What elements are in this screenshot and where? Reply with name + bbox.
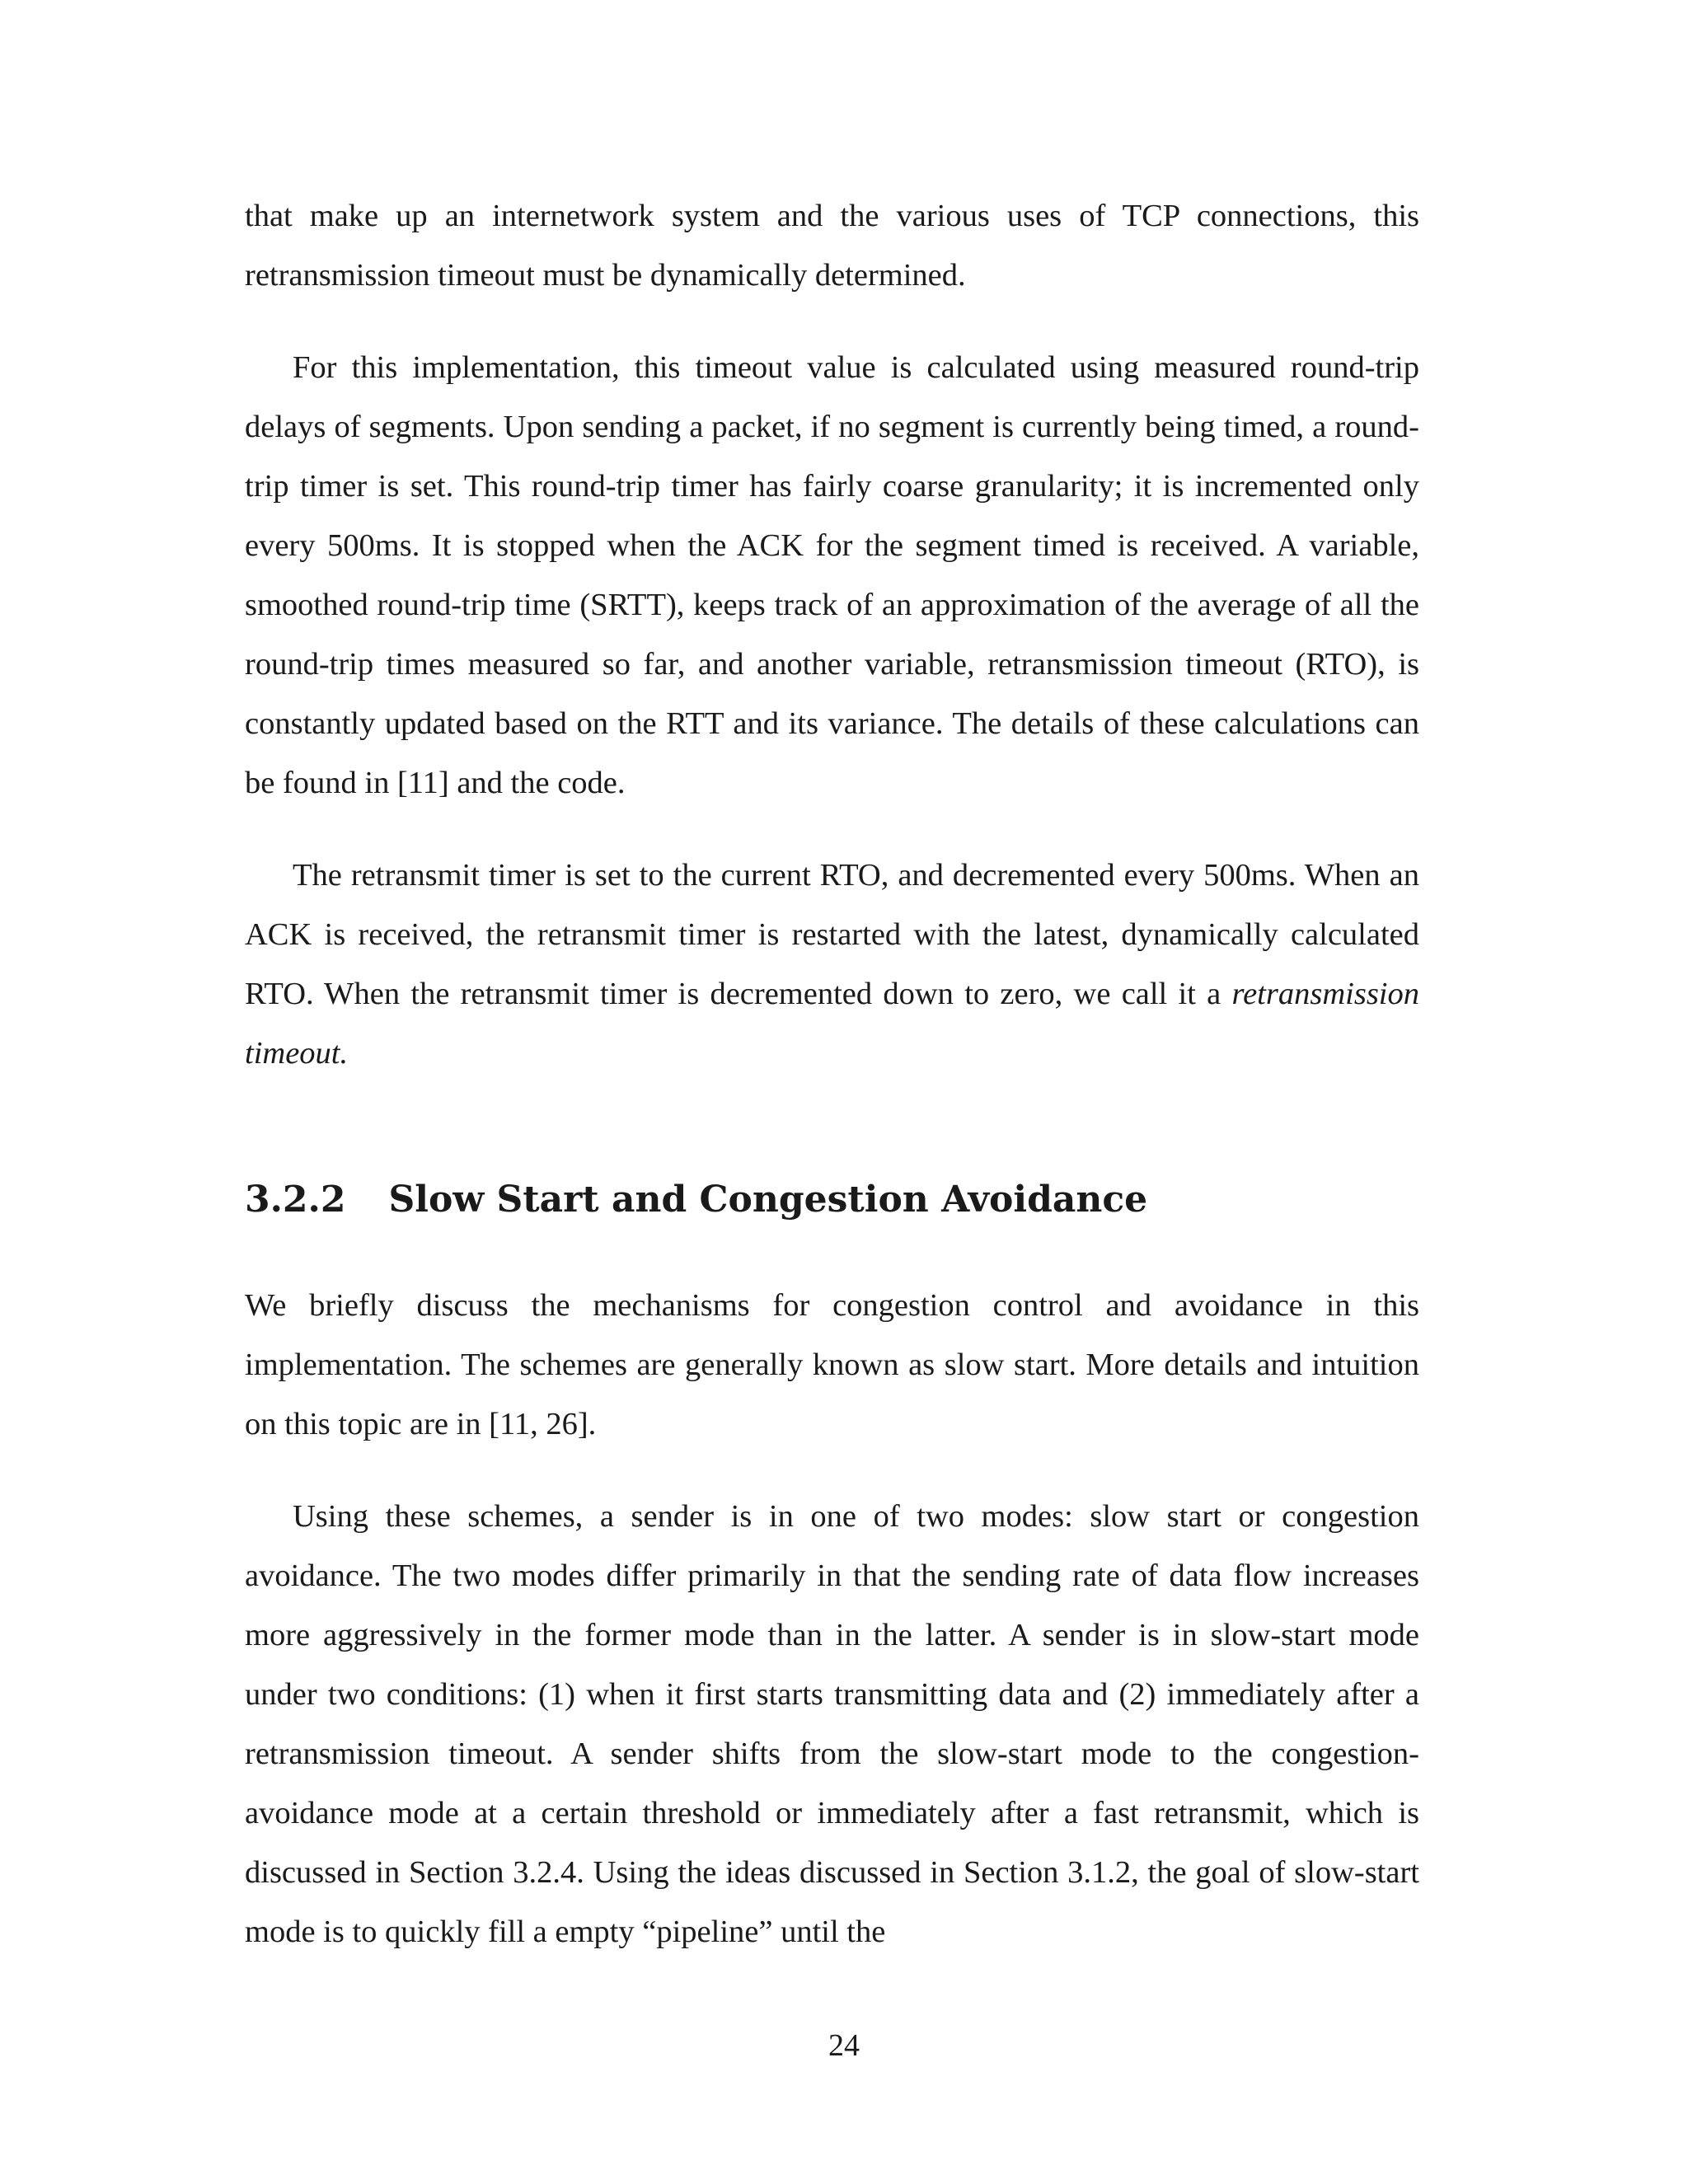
paragraph-gap (245, 1454, 1419, 1487)
section-gap (245, 1083, 1419, 1175)
paragraph-gap (245, 305, 1419, 338)
paragraph-text: The retransmit timer is set to the current RTO, and decremented every 500ms. When an ACK is received, the retransmit timer is restarted with the latest, dynamically calculated RTO. When the retransmit timer is decremented down to zero, we call it a (245, 858, 1419, 1011)
paragraph-congestion-intro: We briefly discuss the mechanisms for congestion control and avoidance in this implementation. The schemes are generally known as slow start. More details and intuition on this topic are in [11, 26]. (245, 1288, 1419, 1441)
emphasis-term: retransmission timeout. (245, 977, 1419, 1071)
page-number: 24 (828, 2028, 860, 2063)
paragraph-sender-modes: Using these schemes, a sender is in one of two modes: slow start or congestion avoidance. The two modes differ primarily in that the sending rate of data flow increases more aggressively in the former mode than in the latter. A sender is in slow-start mode under two conditions: (1) when it first starts transmitting data and (2) immediately after a retransmission timeout. A sender shifts from the slow-start mode to the congestion-avoidance mode at a certain threshold or immediately after a fast retransmit, which is discussed in Section 3.2.4. Using the ideas discussed in Section 3.1.2, the goal of slow-start mode is to quickly fill a empty “pipeline” until the (245, 1499, 1419, 1949)
section-heading (245, 1175, 1419, 1225)
section-title: Slow Start and Congestion Avoidance (388, 1179, 1148, 1221)
paragraph-timeout-calculation: For this implementation, this timeout value is calculated using measured round-trip delays of segments. Upon sending a packet, if no segment is currently being timed, a round-trip timer is set. This round-trip timer has fairly coarse granularity; it is incremented only every 500ms. It is stopped when the ACK for the segment timed is received. A variable, smoothed round-trip time (SRTT), keeps track of an approximation of the average of all the round-trip times measured so far, and another variable, retransmission timeout (RTO), is constantly updated based on the RTT and its variance. The details of these calculations can be found in [11] and the code. (245, 350, 1419, 800)
paragraph-gap (245, 813, 1419, 846)
paragraph-retransmission-intro: that make up an internetwork system and the various uses of TCP connections, this retransmission timeout must be dynamically determined. (245, 199, 1419, 293)
section-number: 3.2.2 (245, 1179, 346, 1221)
section-gap (245, 1225, 1419, 1276)
paragraph-retransmit-timer (245, 846, 1419, 1083)
page-body (245, 186, 1419, 1961)
